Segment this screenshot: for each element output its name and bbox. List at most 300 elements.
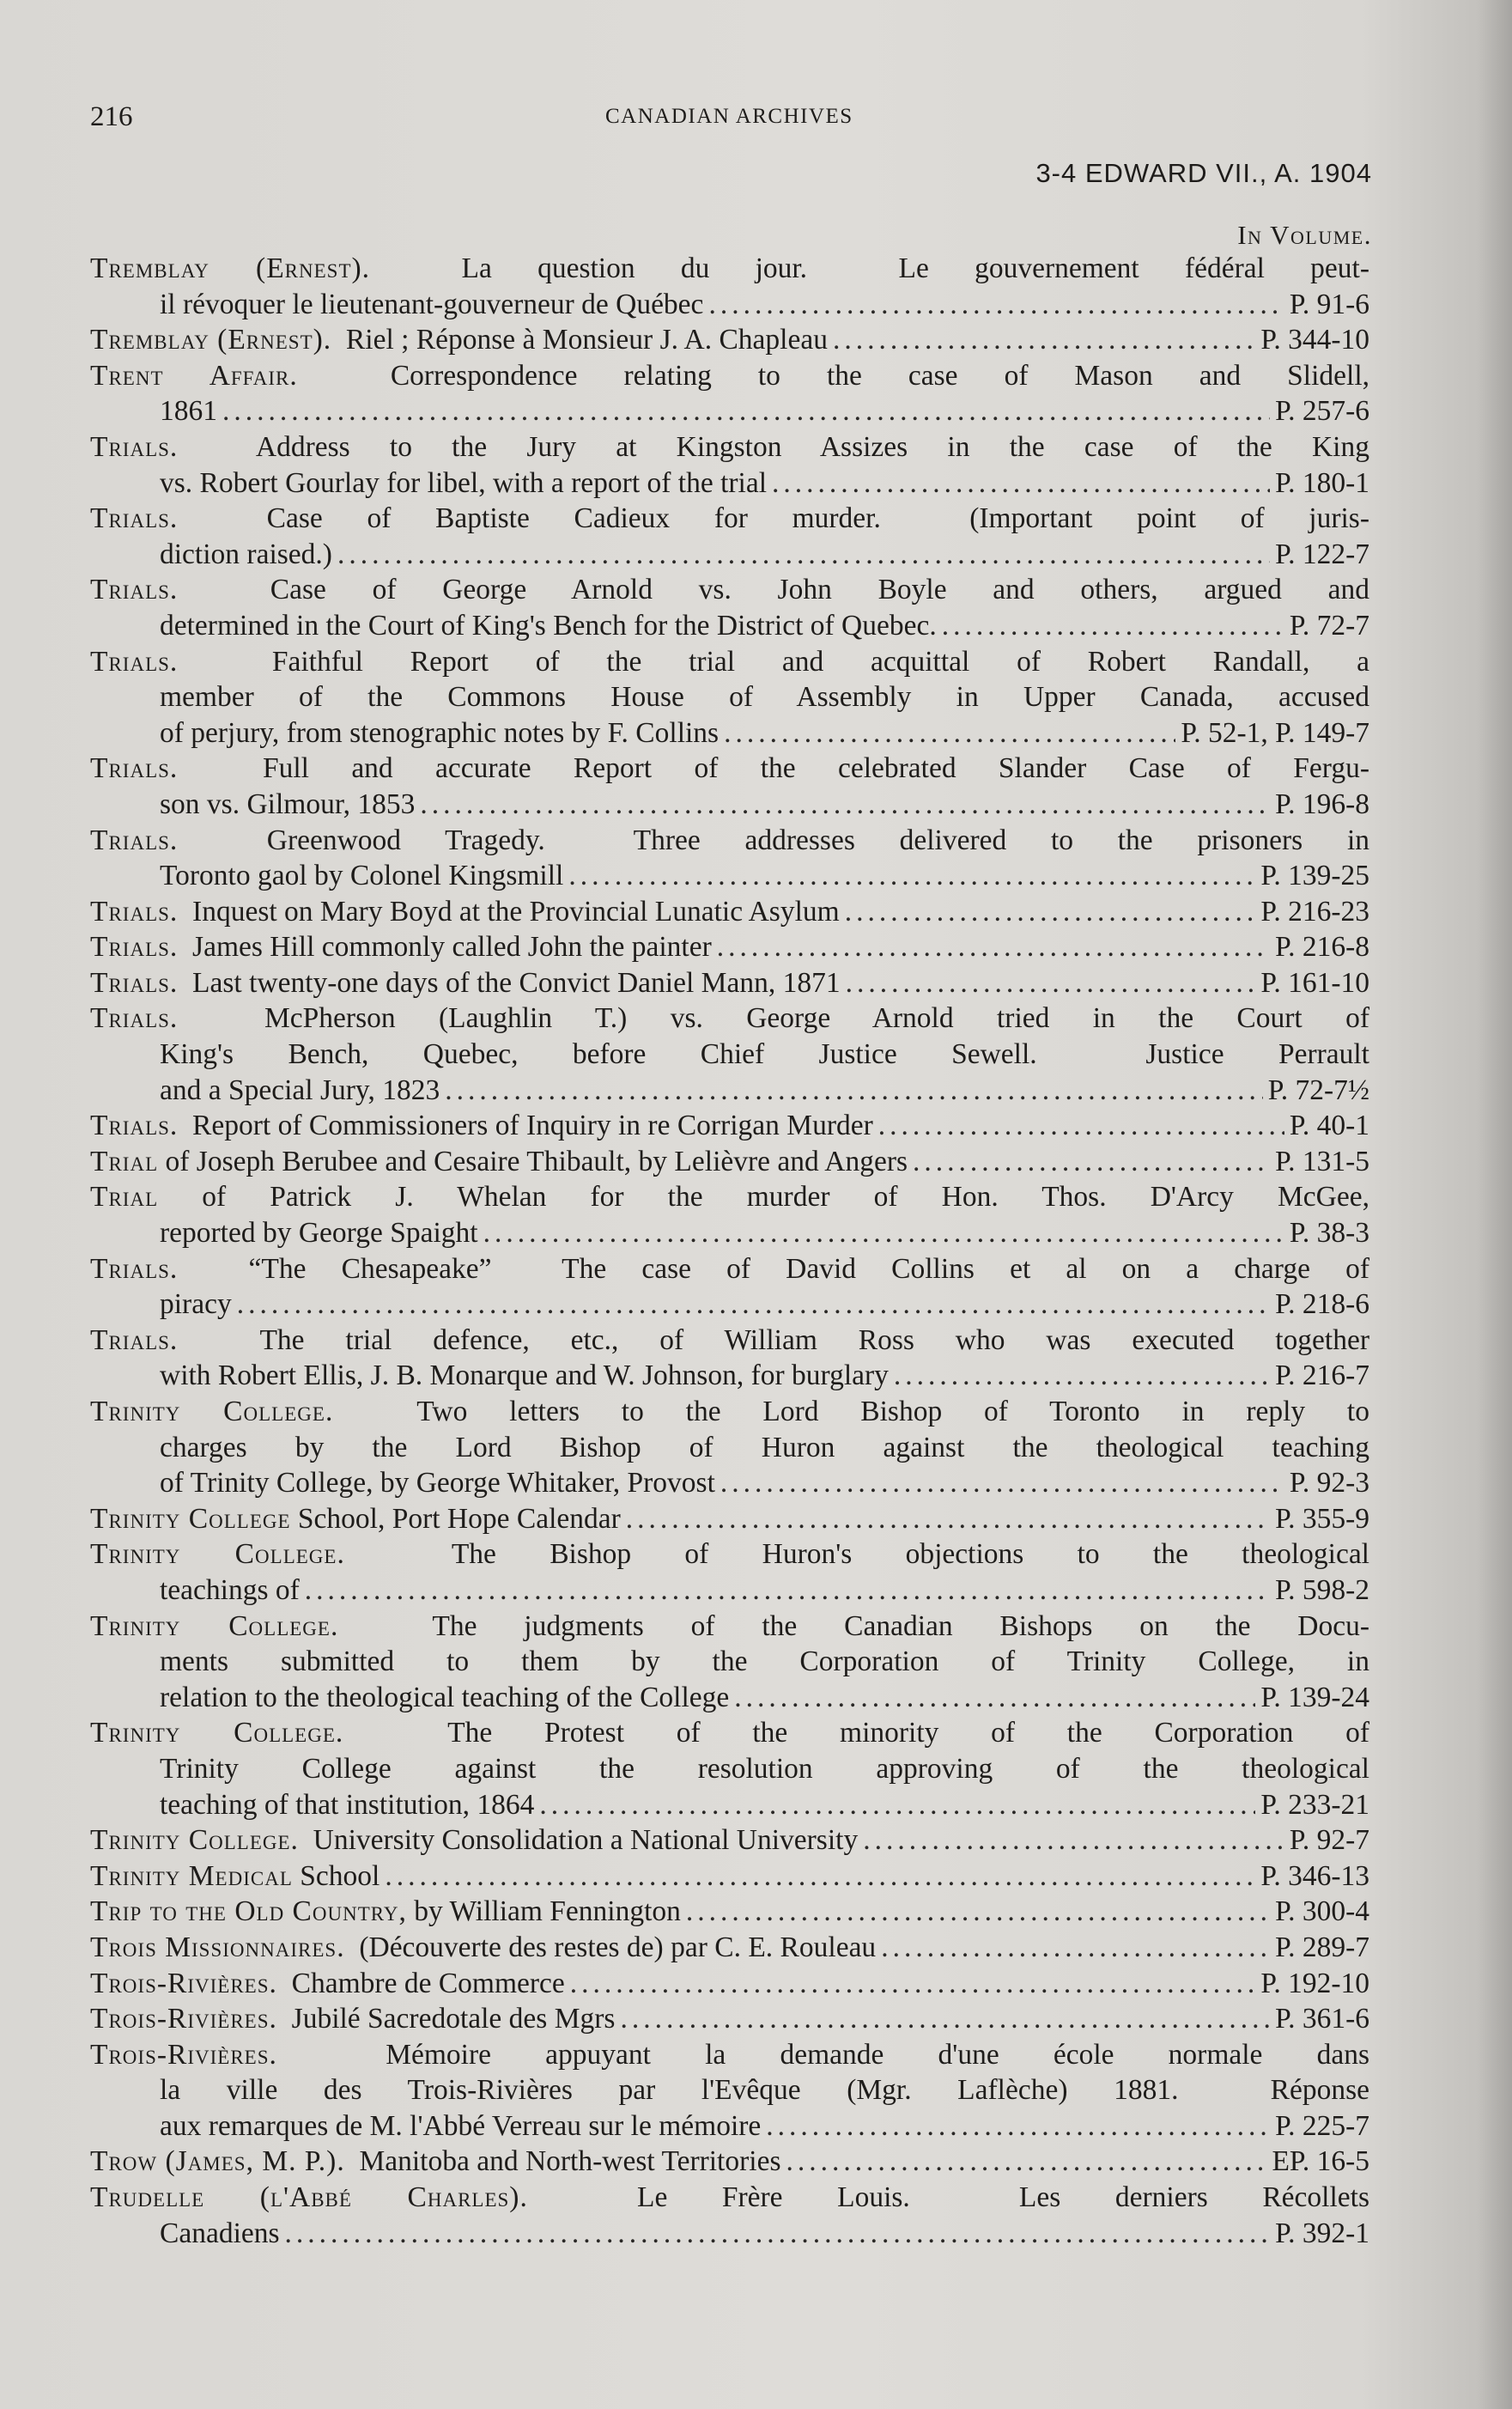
index-entry-line <box>90 1215 1369 1251</box>
entry-text <box>160 608 937 644</box>
dot-leader <box>913 1144 1270 1180</box>
entry-heading: Trois-Rivières. <box>90 1967 277 1999</box>
entry-heading: Trial <box>90 1145 159 1177</box>
dot-leader <box>766 2108 1270 2144</box>
entry-text <box>90 644 1369 680</box>
entry-heading: Trudelle (l'Abbé Charles). <box>90 2181 528 2214</box>
dot-leader <box>846 965 1256 1001</box>
dot-leader <box>568 858 1255 894</box>
dot-leader <box>626 1501 1270 1537</box>
entry-text <box>90 1609 1369 1645</box>
index-entry-line <box>90 1144 1369 1180</box>
entry-text <box>160 2108 761 2144</box>
entry-description: by William Fennington <box>406 1895 681 1928</box>
entry-text <box>160 787 415 823</box>
entry-text <box>90 1108 873 1144</box>
volume-reference: P. 139-25 <box>1260 860 1369 892</box>
index-entry-line <box>90 1430 1369 1466</box>
index-entry-line <box>90 929 1369 965</box>
entry-description: reported by George Spaight <box>160 1217 478 1250</box>
index-entry <box>90 929 1369 965</box>
volume-reference: P. 346-13 <box>1260 1859 1369 1892</box>
entry-heading: Trinity College. <box>90 1717 344 1749</box>
dot-leader <box>786 2144 1267 2180</box>
entry-heading: Trinity College. <box>90 1609 339 1642</box>
entry-description: Riel ; Réponse à Monsieur J. A. Chapleau <box>331 324 828 356</box>
index-entry-line <box>90 858 1369 894</box>
entry-heading: Trinity College. <box>90 1824 299 1857</box>
entry-description: charges by the Lord Bishop of Huron against the theological teaching <box>160 1431 1369 1463</box>
dot-leader <box>717 929 1270 965</box>
entry-text <box>160 1287 232 1323</box>
entry-heading: Trois Missionnaires. <box>90 1931 345 1963</box>
index-entry <box>90 2037 1369 2144</box>
entry-description: Canadiens <box>160 2217 280 2249</box>
index-entry <box>90 1822 1369 1858</box>
index-entry <box>90 2180 1369 2251</box>
entry-heading: Trials. <box>90 824 179 856</box>
index-entry-line <box>90 358 1369 394</box>
volume-reference: P. 216-7 <box>1275 1360 1369 1392</box>
entry-description: teaching of that institution, 1864 <box>160 1788 535 1821</box>
entry-text <box>90 322 828 358</box>
index-entry <box>90 1251 1369 1323</box>
entry-text <box>160 1680 729 1716</box>
index-entry-line <box>90 393 1369 429</box>
index-entry-line <box>90 2180 1369 2216</box>
index-entry-line <box>90 1536 1369 1573</box>
index-entry <box>90 644 1369 751</box>
index-entry-line <box>90 1501 1369 1537</box>
index-list <box>90 251 1369 2251</box>
index-entry-line <box>90 1287 1369 1323</box>
index-entry-line <box>90 608 1369 644</box>
entry-heading: Trials. <box>90 931 179 964</box>
dot-leader <box>237 1287 1270 1323</box>
entry-text <box>160 1573 300 1609</box>
entry-description: Jubilé Sacredotale des Mgrs <box>276 2003 616 2035</box>
entry-description: McPherson (Laughlin T.) vs. George Arnold tried in the Court of <box>178 1002 1369 1035</box>
index-entry-line <box>90 1001 1369 1037</box>
index-entry-line <box>90 1037 1369 1073</box>
entry-description: Case of George Arnold vs. John Boyle and others, argued and <box>178 574 1369 606</box>
index-entry-line <box>90 823 1369 859</box>
entry-heading: Trials. <box>90 430 179 463</box>
entry-description: of Trinity College, by George Whitaker, Provost <box>160 1467 715 1500</box>
index-entry <box>90 2001 1369 2037</box>
index-entry-line <box>90 287 1369 323</box>
entry-text <box>90 1536 1369 1573</box>
entry-description: School, Port Hope Calendar <box>290 1502 621 1535</box>
volume-reference: P. 218-6 <box>1275 1288 1369 1321</box>
entry-text <box>160 1751 1369 1787</box>
index-entry-line <box>90 465 1369 502</box>
entry-description: vs. Robert Gourlay for libel, with a report of the trial <box>160 466 768 499</box>
entry-text <box>90 2037 1369 2073</box>
entry-text <box>90 1858 380 1895</box>
dot-leader <box>337 537 1270 573</box>
index-entry-line <box>90 572 1369 608</box>
entry-description: il révoquer le lieutenant-gouverneur de Québec <box>160 288 704 320</box>
index-entry <box>90 1894 1369 1930</box>
entry-heading: Trinity Medical <box>90 1859 293 1892</box>
index-entry <box>90 572 1369 643</box>
entry-text <box>90 501 1369 537</box>
index-entry-line <box>90 322 1369 358</box>
entry-description: of Patrick J. Whelan for the murder of Hon. Thos. D'Arcy McGee, <box>158 1181 1369 1214</box>
entry-text <box>160 2216 280 2252</box>
dot-leader <box>483 1215 1284 1251</box>
entry-text <box>160 1787 534 1823</box>
entry-heading: Trois-Rivières. <box>90 2038 277 2071</box>
entry-text <box>90 1001 1369 1037</box>
entry-description: la ville des Trois-Rivières par l'Evêque (Mgr. Laflèche) 1881. Réponse <box>160 2074 1369 2107</box>
entry-description: Chambre de Commerce <box>276 1967 565 1999</box>
dot-leader <box>420 787 1270 823</box>
entry-text <box>90 2180 1369 2216</box>
volume-reference: P. 38-3 <box>1289 1217 1369 1250</box>
entry-description: and a Special Jury, 1823 <box>160 1074 440 1106</box>
dot-leader <box>894 1358 1270 1394</box>
dot-leader <box>686 1894 1270 1930</box>
index-entry <box>90 251 1369 322</box>
entry-heading: Trinity College. <box>90 1396 334 1427</box>
index-entry-line <box>90 2144 1369 2180</box>
index-entry <box>90 1501 1369 1537</box>
index-entry <box>90 1179 1369 1250</box>
index-entry-line <box>90 1073 1369 1109</box>
index-entry-line <box>90 1573 1369 1609</box>
entry-description: determined in the Court of King's Bench for the District of Quebec. <box>160 609 937 642</box>
entry-text <box>90 1966 565 2002</box>
volume-reference: P. 91-6 <box>1289 288 1369 320</box>
index-entry-line <box>90 1680 1369 1716</box>
entry-text <box>90 965 841 1001</box>
volume-reference: P. 139-24 <box>1260 1681 1369 1713</box>
index-entry-line <box>90 1715 1369 1751</box>
entry-heading: Trent Affair. <box>90 359 298 392</box>
entry-heading: Trois-Rivières. <box>90 2003 277 2035</box>
index-entry-line <box>90 1394 1369 1430</box>
entry-description: The Protest of the minority of the Corporation of <box>343 1717 1369 1749</box>
index-entry <box>90 1536 1369 1608</box>
entry-heading: Tremblay (Ernest). <box>90 252 371 284</box>
entry-text <box>90 894 840 930</box>
entry-text <box>90 572 1369 608</box>
dot-leader <box>724 715 1175 751</box>
volume-reference: P. 233-21 <box>1260 1788 1369 1821</box>
volume-reference: P. 216-8 <box>1275 931 1369 964</box>
entry-description: Mémoire appuyant la demande d'une école normale dans <box>276 2038 1369 2071</box>
entry-heading: Trials. <box>90 645 179 678</box>
dot-leader <box>863 1822 1284 1858</box>
entry-text <box>160 1037 1369 1073</box>
entry-text <box>160 858 563 894</box>
column-heading: In Volume. <box>1237 220 1372 250</box>
entry-description: of perjury, from stenographic notes by F. Collins <box>160 716 720 749</box>
volume-reference: P. 72-7½ <box>1267 1074 1369 1106</box>
volume-reference: P. 216-23 <box>1260 895 1369 928</box>
index-entry <box>90 1394 1369 1501</box>
entry-description: Greenwood Tragedy. Three addresses delivered to the prisoners in <box>178 824 1369 856</box>
entry-text <box>90 2001 615 2037</box>
index-entry-line <box>90 1108 1369 1144</box>
entry-description: Two letters to the Lord Bishop of Toronto in reply to <box>333 1396 1369 1427</box>
entry-description: piracy <box>160 1288 232 1321</box>
volume-reference: P. 192-10 <box>1260 1967 1369 1999</box>
dot-leader <box>734 1680 1255 1716</box>
session-label: 3-4 EDWARD VII., A. 1904 <box>1035 158 1372 188</box>
dot-leader <box>833 322 1255 358</box>
entry-text <box>90 823 1369 859</box>
entry-text <box>160 465 767 502</box>
dot-leader <box>445 1073 1263 1109</box>
index-entry-line <box>90 537 1369 573</box>
index-entry <box>90 358 1369 429</box>
entry-text <box>90 251 1369 287</box>
volume-reference: P. 598-2 <box>1275 1573 1369 1606</box>
index-entry-line <box>90 1751 1369 1787</box>
entry-text <box>90 929 712 965</box>
index-entry-line <box>90 1858 1369 1895</box>
entry-description: Report of Commissioners of Inquiry in re Corrigan Murder <box>178 1110 873 1142</box>
entry-heading: Trials. <box>90 502 179 535</box>
entry-heading: Tremblay (Ernest). <box>90 324 332 356</box>
dot-leader <box>539 1787 1255 1823</box>
dot-leader <box>285 2216 1271 2252</box>
dot-leader <box>878 1108 1284 1144</box>
dot-leader <box>720 1465 1284 1501</box>
index-entry-line <box>90 715 1369 751</box>
index-entry-line <box>90 1465 1369 1501</box>
entry-description: The judgments of the Canadian Bishops on the Docu- <box>338 1609 1369 1642</box>
book-gutter-shadow <box>1478 0 1512 2409</box>
entry-text <box>90 1144 908 1180</box>
volume-reference: P. 92-7 <box>1289 1824 1369 1857</box>
entry-text <box>90 429 1369 465</box>
index-entry-line <box>90 2001 1369 2037</box>
volume-reference: P. 161-10 <box>1260 966 1369 999</box>
entry-description: Last twenty-one days of the Convict Daniel Mann, 1871 <box>178 966 841 999</box>
volume-reference: P. 392-1 <box>1275 2217 1369 2249</box>
index-entry-line <box>90 2108 1369 2144</box>
volume-reference: P. 122-7 <box>1275 538 1369 570</box>
entry-heading: Trials. <box>90 1252 179 1285</box>
entry-text <box>90 1251 1369 1287</box>
index-entry-line <box>90 1609 1369 1645</box>
index-entry <box>90 965 1369 1001</box>
index-entry <box>90 2144 1369 2180</box>
volume-reference: P. 289-7 <box>1275 1931 1369 1963</box>
entry-description: La question du jour. Le gouvernement fédéral peut- <box>370 252 1369 284</box>
volume-reference: P. 257-6 <box>1275 395 1369 428</box>
index-entry-line <box>90 1251 1369 1287</box>
entry-description: of Joseph Berubee and Cesaire Thibault, by Lelièvre and Angers <box>158 1145 908 1177</box>
index-entry <box>90 1715 1369 1822</box>
volume-reference: P. 300-4 <box>1275 1895 1369 1928</box>
index-entry-line <box>90 501 1369 537</box>
running-head <box>0 101 1512 136</box>
entry-text <box>160 2072 1369 2108</box>
index-entry <box>90 1858 1369 1895</box>
dot-leader <box>305 1573 1270 1609</box>
entry-description: Le Frère Louis. Les derniers Récollets <box>527 2181 1369 2214</box>
entry-heading: Trow (James, M. P.). <box>90 2145 345 2178</box>
index-entry-line <box>90 1323 1369 1359</box>
dot-leader <box>881 1930 1270 1966</box>
entry-description: ments submitted to them by the Corporation of Trinity College, in <box>160 1646 1369 1678</box>
index-entry-line <box>90 251 1369 287</box>
entry-heading: Trials. <box>90 966 179 999</box>
entry-description: “The Chesapeake” The case of David Collins et al on a charge of <box>178 1252 1369 1285</box>
index-entry <box>90 1966 1369 2002</box>
entry-text <box>160 1215 478 1251</box>
volume-reference: P. 40-1 <box>1289 1110 1369 1142</box>
index-entry-line <box>90 1787 1369 1823</box>
index-entry-line <box>90 1822 1369 1858</box>
index-entry-line <box>90 2072 1369 2108</box>
entry-description: School <box>292 1859 380 1892</box>
entry-text <box>90 1394 1369 1430</box>
running-title: CANADIAN ARCHIVES <box>605 105 853 128</box>
entry-heading: Trials. <box>90 1323 179 1356</box>
volume-reference: P. 344-10 <box>1260 324 1369 356</box>
index-entry <box>90 1609 1369 1716</box>
entry-text <box>90 1930 876 1966</box>
index-entry <box>90 751 1369 822</box>
index-entry <box>90 1144 1369 1180</box>
volume-reference: P. 92-3 <box>1289 1467 1369 1500</box>
entry-heading: Trip to the Old Country, <box>90 1895 407 1928</box>
dot-leader <box>385 1858 1255 1895</box>
volume-reference: P. 361-6 <box>1275 2003 1369 2035</box>
index-entry <box>90 1108 1369 1144</box>
entry-description: relation to the theological teaching of the College <box>160 1681 730 1713</box>
entry-description: Correspondence relating to the case of Mason and Slidell, <box>297 359 1369 392</box>
volume-reference: P. 72-7 <box>1289 609 1369 642</box>
dot-leader <box>708 287 1284 323</box>
index-entry-line <box>90 1966 1369 2002</box>
index-entry-line <box>90 751 1369 787</box>
dot-leader <box>222 393 1270 429</box>
entry-description: The Bishop of Huron's objections to the theological <box>344 1538 1369 1571</box>
index-entry-line <box>90 1644 1369 1680</box>
index-entry-line <box>90 644 1369 680</box>
entry-description: Address to the Jury at Kingston Assizes in the case of the King <box>178 430 1369 463</box>
entry-description: Case of Baptiste Cadieux for murder. (Important point of juris- <box>178 502 1369 535</box>
entry-text <box>160 1073 440 1109</box>
entry-text <box>160 287 703 323</box>
entry-text <box>160 393 217 429</box>
entry-description: member of the Commons House of Assembly in Upper Canada, accused <box>160 681 1369 714</box>
entry-description: with Robert Ellis, J. B. Monarque and W. Johnson, for burglary <box>160 1360 889 1392</box>
entry-description: Trinity College against the resolution approving of the theological <box>160 1752 1369 1785</box>
entry-text <box>90 1822 858 1858</box>
volume-reference: P. 225-7 <box>1275 2109 1369 2142</box>
entry-text <box>160 679 1369 715</box>
entry-text <box>90 1894 681 1930</box>
entry-heading: Trinity College. <box>90 1538 345 1571</box>
dot-leader <box>570 1966 1256 2002</box>
index-entry-line <box>90 965 1369 1001</box>
index-entry-line <box>90 1358 1369 1394</box>
index-entry <box>90 1323 1369 1394</box>
entry-text <box>160 1430 1369 1466</box>
index-entry-line <box>90 1894 1369 1930</box>
entry-heading: Trials. <box>90 1110 179 1142</box>
entry-text <box>90 751 1369 787</box>
dot-leader <box>772 465 1270 502</box>
entry-description: The trial defence, etc., of William Ross who was executed together <box>178 1323 1369 1356</box>
entry-text <box>160 537 332 573</box>
entry-description: aux remarques de M. l'Abbé Verreau sur le mémoire <box>160 2109 762 2142</box>
entry-heading: Trial <box>90 1181 159 1214</box>
entry-heading: Trials. <box>90 895 179 928</box>
dot-leader <box>845 894 1256 930</box>
entry-heading: Trials. <box>90 752 179 785</box>
dot-leader <box>942 608 1284 644</box>
index-entry <box>90 429 1369 501</box>
entry-description: Faithful Report of the trial and acquittal of Robert Randall, a <box>178 645 1369 678</box>
index-entry-line <box>90 2216 1369 2252</box>
entry-text <box>90 358 1369 394</box>
entry-text <box>160 1465 715 1501</box>
index-entry <box>90 1930 1369 1966</box>
volume-reference: P. 180-1 <box>1275 466 1369 499</box>
entry-description: (Découverte des restes de) par C. E. Rouleau <box>344 1931 877 1963</box>
entry-description: Inquest on Mary Boyd at the Provincial Lunatic Asylum <box>178 895 840 928</box>
index-entry-line <box>90 1930 1369 1966</box>
entry-text <box>160 1644 1369 1680</box>
entry-description: 1861 <box>160 395 217 428</box>
entry-text <box>90 1715 1369 1751</box>
entry-description: son vs. Gilmour, 1853 <box>160 788 416 820</box>
index-entry-line <box>90 679 1369 715</box>
entry-text <box>90 1501 621 1537</box>
index-entry-line <box>90 429 1369 465</box>
index-entry <box>90 322 1369 358</box>
index-entry <box>90 823 1369 894</box>
index-entry-line <box>90 2037 1369 2073</box>
entry-description: James Hill commonly called John the painter <box>178 931 712 964</box>
index-entry-line <box>90 1179 1369 1215</box>
entry-description: Toronto gaol by Colonel Kingsmill <box>160 860 564 892</box>
index-entry <box>90 1001 1369 1108</box>
entry-description: University Consolidation a National University <box>298 1824 859 1857</box>
page-number: 216 <box>90 101 133 132</box>
volume-reference: P. 355-9 <box>1275 1502 1369 1535</box>
volume-reference: P. 131-5 <box>1275 1145 1369 1177</box>
entry-description: Full and accurate Report of the celebrated Slander Case of Fergu- <box>178 752 1369 785</box>
entry-heading: Trinity College <box>90 1502 291 1535</box>
entry-text <box>90 2144 781 2180</box>
volume-reference: P. 52-1, P. 149-7 <box>1181 716 1369 749</box>
dot-leader <box>620 2001 1270 2037</box>
entry-text <box>160 1358 889 1394</box>
entry-description: diction raised.) <box>160 538 332 570</box>
index-entry <box>90 894 1369 930</box>
entry-heading: Trials. <box>90 1002 179 1035</box>
index-entry <box>90 501 1369 572</box>
entry-text <box>90 1323 1369 1359</box>
entry-description: teachings of <box>160 1573 300 1606</box>
entry-description: Manitoba and North-west Territories <box>344 2145 781 2178</box>
entry-heading: Trials. <box>90 574 179 606</box>
entry-text <box>90 1179 1369 1215</box>
index-entry-line <box>90 894 1369 930</box>
entry-text <box>160 715 719 751</box>
volume-reference: EP. 16-5 <box>1272 2145 1369 2178</box>
